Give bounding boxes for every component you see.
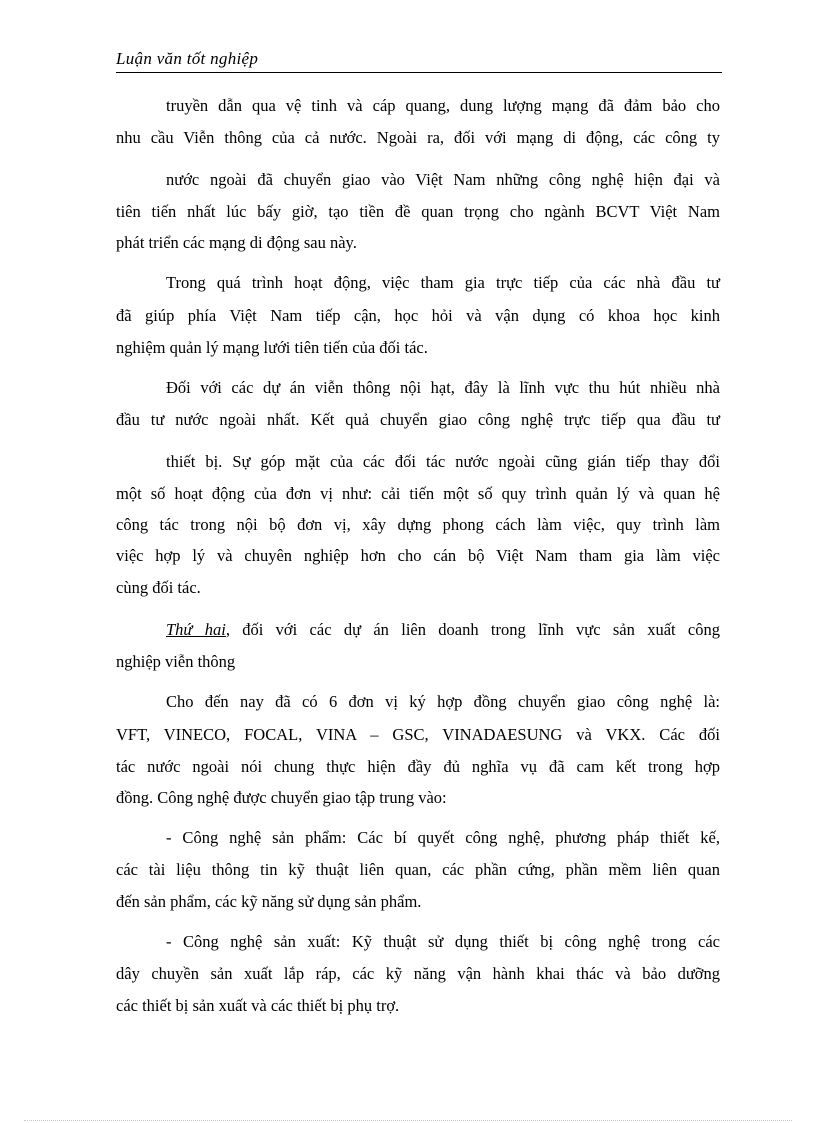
text-line: nghiệp viễn thông <box>116 652 236 671</box>
text-line: tiên tiến nhất lúc bấy giờ, tạo tiền đề quan trọng cho ngành BCVT Việt Nam <box>116 202 720 221</box>
text-line: VFT, VINECO, FOCAL, VINA – GSC, VINADAESUNG và VKX. Các đối <box>116 725 720 744</box>
text-line: việc hợp lý và chuyên nghiệp hơn cho cán bộ Việt Nam tham gia làm việc <box>116 546 720 565</box>
text-line: các thiết bị sản xuất và các thiết bị phụ trợ. <box>116 996 400 1015</box>
page-bottom-rule <box>24 1120 792 1121</box>
text-line: Đối với các dự án viễn thông nội hạt, đây là lĩnh vực thu hút nhiều nhà <box>166 378 720 397</box>
text-line: đồng. Công nghệ được chuyển giao tập trung vào: <box>116 788 447 807</box>
text-line: phát triển các mạng di động sau này. <box>116 233 357 252</box>
text-line: Trong quá trình hoạt động, việc tham gia trực tiếp của các nhà đầu tư <box>166 273 720 292</box>
header-title: Luận văn tốt nghiệp <box>116 49 259 68</box>
text-line: đã giúp phía Việt Nam tiếp cận, học hỏi và vận dụng có khoa học kinh <box>116 306 720 325</box>
text-line: công tác trong nội bộ đơn vị, xây dựng phong cách làm việc, quy trình làm <box>116 515 720 534</box>
text-line: nghiệm quản lý mạng lưới tiên tiến của đối tác. <box>116 338 428 357</box>
text-line: đến sản phẩm, các kỹ năng sử dụng sản phẩm. <box>116 892 422 911</box>
text-line: thiết bị. Sự góp mặt của các đối tác nước ngoài cũng gián tiếp thay đổi <box>166 452 720 471</box>
page-header <box>116 48 722 73</box>
text-span: , đối với các dự án liên doanh trong lĩnh vực sản xuất công <box>225 620 720 639</box>
text-line: dây chuyền sản xuất lắp ráp, các kỹ năng vận hành khai thác và bảo dưỡng <box>116 964 720 983</box>
text-line: tác nước ngoài nói chung thực hiện đầy đủ nghĩa vụ đã cam kết trong hợp <box>116 757 720 776</box>
text-line: truyền dẫn qua vệ tinh và cáp quang, dung lượng mạng đã đảm bảo cho <box>166 96 720 115</box>
text-line: một số hoạt động của đơn vị như: cải tiến một số quy trình quản lý và quan hệ <box>116 484 720 503</box>
text-line: các tài liệu thông tin kỹ thuật liên quan, các phần cứng, phần mềm liên quan <box>116 860 720 879</box>
text-line: Cho đến nay đã có 6 đơn vị ký hợp đồng chuyển giao công nghệ là: <box>166 692 720 711</box>
text-line <box>166 618 720 642</box>
text-line: nước ngoài đã chuyển giao vào Việt Nam những công nghệ hiện đại và <box>166 170 720 189</box>
text-line: nhu cầu Viễn thông của cả nước. Ngoài ra, đối với mạng di động, các công ty <box>116 128 720 147</box>
text-line: - Công nghệ sản xuất: Kỹ thuật sử dụng thiết bị công nghệ trong các <box>166 932 720 951</box>
emphasis-text: Thứ hai <box>166 620 226 639</box>
text-line: đầu tư nước ngoài nhất. Kết quả chuyển giao công nghệ trực tiếp qua đầu tư <box>116 410 720 429</box>
text-line: - Công nghệ sản phẩm: Các bí quyết công nghệ, phương pháp thiết kế, <box>166 828 720 847</box>
text-line: cùng đối tác. <box>116 578 201 597</box>
